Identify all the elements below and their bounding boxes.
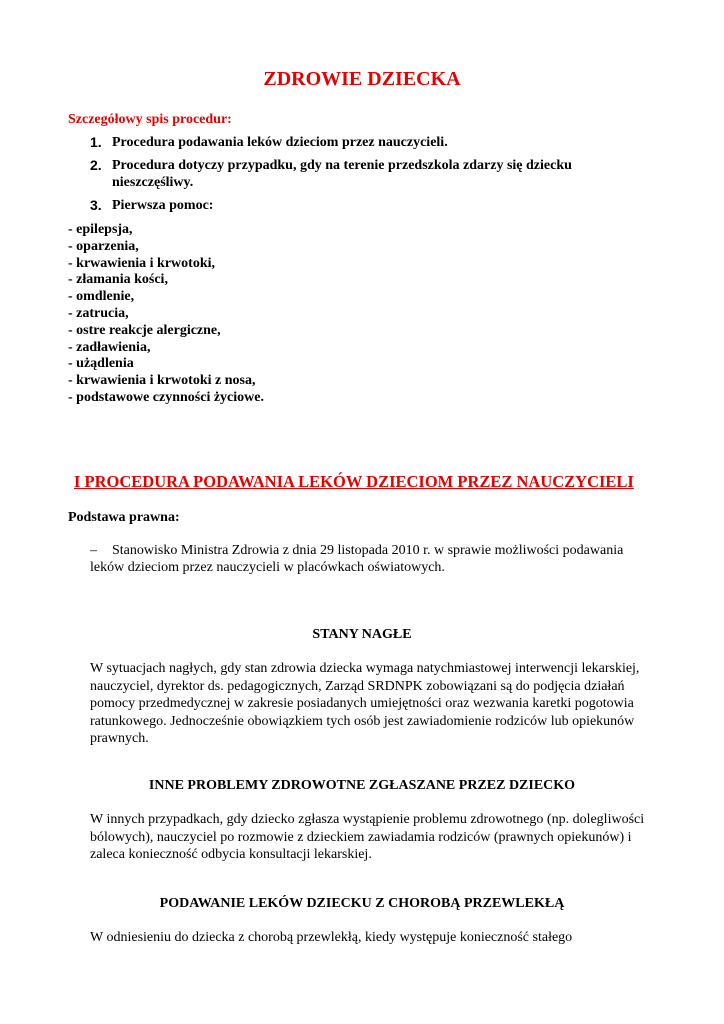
first-aid-item: - omdlenie, [68,289,135,305]
chronic-illness-heading: PODAWANIE LEKÓW DZIECKU Z CHOROBĄ PRZEWLEKŁĄ [159,896,565,911]
legal-basis-item [90,542,660,576]
other-problems-heading: INNE PROBLEMY ZDROWOTNE ZGŁASZANE PRZEZ DZIECKO [148,778,576,793]
first-aid-item: - zadławienia, [68,339,151,355]
toc-item [68,197,628,214]
legal-basis-dash: – [90,543,97,558]
other-problems-paragraph: W innych przypadkach, gdy dziecko zgłasza wystąpienie problemu zdrowotnego (np. dolegliwości bólowych), nauczyciel po rozmowie z dzieckiem zawiadamia rodziców (prawnych opiekunów) i zaleca konieczność odbycia konsultacji lekarskiej. [90,812,645,862]
toc-item-text: Procedura podawania leków dzieciom przez nauczycieli. [112,135,448,150]
first-aid-item: - użądlenia [68,356,134,372]
toc-heading: Szczegółowy spis procedur: [68,112,232,127]
first-aid-item: - oparzenia, [68,238,139,254]
legal-basis-text: Stanowisko Ministra Zdrowia z dnia 29 listopada 2010 r. w sprawie możliwości podawania leków dzieciom przez nauczycieli w placówkach oświatowych. [90,543,624,575]
emergency-heading: STANY NAGŁE [312,627,412,642]
first-aid-item: - krwawienia i krwotoki z nosa, [68,373,256,389]
toc-item-text: Procedura dotyczy przypadku, gdy na terenie przedszkola zdarzy się dziecku nieszczęśliwy. [112,158,572,190]
first-aid-item: - zatrucia, [68,305,129,321]
toc-item-text: Pierwsza pomoc: [112,198,214,213]
first-aid-item: - krwawienia i krwotoki, [68,255,215,271]
first-aid-item: - epilepsja, [68,222,133,237]
toc-item-number: 3. [90,197,102,213]
emergency-paragraph: W sytuacjach nagłych, gdy stan zdrowia dziecka wymaga natychmiastowej interwencji lekarskiej, nauczyciel, dyrektor ds. pedagogicznych, Zarząd SRDNPK zobowiązani są do podjęcia działań pomocy przedmedycznej w zakresie posiadanych umiejętności oraz wezwania karetki pogotowia ratunkowego. Jednocześnie obowiązkiem tych osób jest zawiadomienie rodziców lub opiekunów prawnych. [90,661,640,746]
section-heading: I PROCEDURA PODAWANIA LEKÓW DZIECIOM PRZEZ NAUCZYCIELI [74,472,634,491]
first-aid-list [68,222,264,407]
legal-basis-label: Podstawa prawna: [68,510,180,525]
toc-item-number: 2. [90,157,102,173]
first-aid-item: - podstawowe czynności życiowe. [68,389,264,405]
first-aid-item: - złamania kości, [68,272,168,288]
first-aid-item: - ostre reakcje alergiczne, [68,322,221,338]
toc-item [68,157,628,191]
toc-list [68,134,628,220]
chronic-illness-paragraph: W odniesieniu do dziecka z chorobą przewlekłą, kiedy występuje konieczność stałego [90,930,573,945]
toc-item-number: 1. [90,134,102,150]
document-title: ZDROWIE DZIECKA [263,68,461,90]
toc-item [68,134,628,151]
